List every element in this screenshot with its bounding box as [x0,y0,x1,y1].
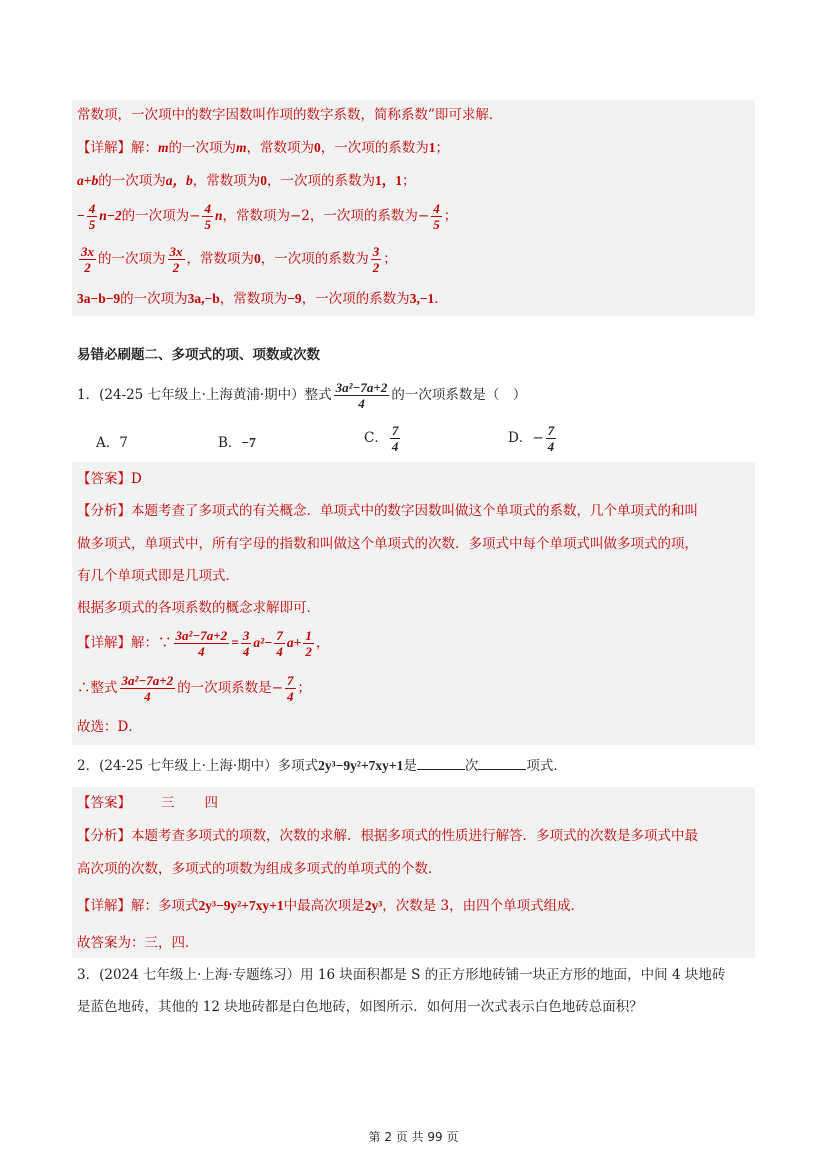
q1-option-d: D．− $\frac{7}{4}$ [508,423,555,454]
fraction: $\frac{\text{3a²−7a+2}}{4}$ [121,673,174,704]
detail-line-4: $\frac{3x}{2}$ 的一次项为 $\frac{3x}{2}$ ，常数项为0，一次项的系数为 $\frac{3}{2}$ ； [81,244,397,275]
fraction: $\frac{\text{3a²−7a+2}}{4}$ [175,628,228,659]
q2-answer: 【答案】 三 四 [77,795,218,811]
answer-blank [478,757,526,770]
fraction: $\frac{3}{2}$ [372,244,380,275]
q3-line-2: 是蓝色地砖，其他的 12 块地砖都是白色地砖，如图所示．如何用一次式表示白色地砖总面积？ [77,999,643,1015]
q2-analysis-2: 高次项的次数，多项式的项数为组成多项式的单项式的个数． [77,861,442,877]
detail-line-1: 【详解】解：m的一次项为m，常数项为0，一次项的系数为1； [77,140,450,156]
q1-analysis-3: 有几个单项式即是几项式． [77,568,239,584]
detail-line-5: 3a−b−9的一次项为3a,−b，常数项为−9，一次项的系数为3,−1． [77,291,448,307]
fraction: $\frac{4}{5}$ [204,201,211,232]
q1-option-c: C． $\frac{7}{4}$ [364,423,399,454]
q1-analysis-4: 根据多项式的各项系数的概念求解即可． [77,600,320,616]
page-footer: 第 2 页 共 99 页 [368,1130,459,1144]
q1-stem: 1．(24-25 七年级上·上海黄浦·期中）整式 $\frac{\text{3a²−7a+2}}{4}$ 的一次项系数是（ ） [77,380,527,411]
detail-tag: 【详解】 [77,140,131,156]
fraction: $\frac{7}{4}$ [287,673,294,704]
q1-choose: 故选：D． [77,719,142,735]
q2-detail: 【详解】解：多项式2y³−9y²+7xy+1中最高次项是2y³，次数是 3，由四个单项式组成． [77,898,585,914]
fraction: $\frac{1}{2}$ [305,628,312,659]
q2-stem: 2．(24-25 七年级上·上海·期中）多项式2y³−9y²+7xy+1是 次 项式． [77,758,567,774]
q2-analysis-1: 【分析】本题考查多项式的项数，次数的求解．根据多项式的性质进行解答．多项式的次数是多项式中最 [77,828,698,844]
q2-final: 故答案为：三，四． [77,935,199,951]
fraction: $\frac{4}{5}$ [433,201,440,232]
fraction: $\frac{7}{4}$ [276,628,283,659]
detail-line-3: − $\frac{4}{5}$ n−2的一次项为− $\frac{4}{5}$ n，常数项为−2，一次项的系数为− $\frac{4}{5}$ ； [77,201,458,232]
intro-text: 常数项，一次项中的数字因数叫作项的数字系数，简称系数”即可求解． [77,107,503,123]
answer-blank [417,757,465,770]
q1-option-a: A．7 [96,435,128,451]
q1-analysis-1: 【分析】本题考查了多项式的有关概念．单项式中的数字因数叫做这个单项式的系数，几个单项式的和叫 [77,503,698,519]
detail-line-2: a+b的一次项为a，b，常数项为0，一次项的系数为1，1； [77,173,416,189]
q1-conclusion: ∴整式 $\frac{\text{3a²−7a+2}}{4}$ 的一次项系数是− $\frac{7}{4}$ ； [77,673,311,704]
q1-answer: 【答案】D [77,471,142,487]
fraction: $\frac{3}{4}$ [242,628,250,659]
fraction: $\frac{7}{4}$ [391,423,399,454]
fraction: $\frac{3x}{2}$ [169,244,183,275]
q1-detail: 【详解】解：∵ $\frac{\text{3a²−7a+2}}{4}$ = $\frac{3}{4}$ a²− $\frac{7}{4}$ a+ $\frac{1}{2}$ ， [77,628,330,659]
section-title: 易错必刷题二、多项式的项、项数或次数 [77,347,320,363]
fraction: $\frac{3x}{2}$ [81,244,94,275]
fraction: $\frac{\text{3a²−7a+2}}{4}$ [335,380,388,411]
q3-line-1: 3．(2024 七年级上·上海·专题练习）用 16 块面积都是 S 的正方形地砖铺一块正方形的地面，中间 4 块地砖 [77,967,726,983]
q1-analysis-2: 做多项式，单项式中，所有字母的指数和叫做这个单项式的次数．多项式中每个单项式叫做多项式的项， [77,536,698,552]
q1-option-b: B．−7 [218,435,256,451]
fraction: $\frac{7}{4}$ [547,423,555,454]
fraction: $\frac{4}{5}$ [88,201,96,232]
